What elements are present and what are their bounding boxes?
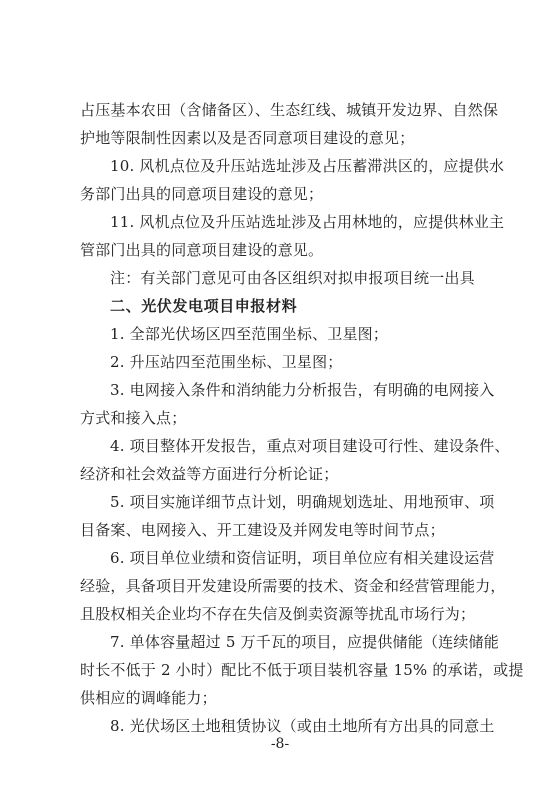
text-line: 方式和接入点； — [80, 409, 187, 427]
text-line: 1. 全部光伏场区四至范围坐标、卫星图； — [110, 325, 389, 343]
text-line: 经验，具备项目开发建设所需要的技术、资金和经营管理能力， — [80, 577, 506, 595]
text-line: 目备案、电网接入、开工建设及并网发电等时间节点； — [80, 521, 445, 539]
text-line: 5. 项目实施详细节点计划，明确规划选址、用地预审、项 — [110, 493, 495, 511]
text-line: 8. 光伏场区土地租赁协议（或由土地所有方出具的同意土 — [110, 717, 495, 735]
text-line: 时长不低于 2 小时）配比不低于项目装机容量 15% 的承诺，或提 — [80, 661, 524, 679]
text-line: 护地等限制性因素以及是否同意项目建设的意见； — [80, 129, 415, 147]
text-line: 供相应的调峰能力； — [80, 689, 217, 707]
text-line: 且股权相关企业均不存在失信及倒卖资源等扰乱市场行为； — [80, 605, 476, 623]
text-line: 2. 升压站四至范围坐标、卫星图； — [110, 353, 343, 371]
text-line: 3. 电网接入条件和消纳能力分析报告，有明确的电网接入 — [110, 381, 495, 399]
text-line: 11. 风机点位及升压站选址涉及占用林地的，应提供林业主 — [110, 213, 505, 231]
section-heading: 二、光伏发电项目申报材料 — [110, 297, 298, 315]
page-number: -8- — [270, 736, 290, 752]
text-line: 7. 单体容量超过 5 万千瓦的项目，应提供储能（连续储能 — [110, 633, 499, 651]
text-line: 管部门出具的同意项目建设的意见。 — [80, 241, 324, 259]
text-line: 务部门出具的同意项目建设的意见； — [80, 185, 324, 203]
text-line: 6. 项目单位业绩和资信证明，项目单位应有相关建设运营 — [110, 549, 495, 567]
text-line: 10. 风机点位及升压站选址涉及占压蓄滞洪区的，应提供水 — [110, 157, 505, 175]
text-line: 占压基本农田（含储备区）、生态红线、城镇开发边界、自然保 — [80, 101, 499, 119]
text-line: 4. 项目整体开发报告，重点对项目建设可行性、建设条件、 — [110, 437, 510, 455]
text-line: 经济和社会效益等方面进行分析论证； — [80, 465, 339, 483]
note-line: 注：有关部门意见可由各区组织对拟申报项目统一出具 — [110, 269, 475, 287]
